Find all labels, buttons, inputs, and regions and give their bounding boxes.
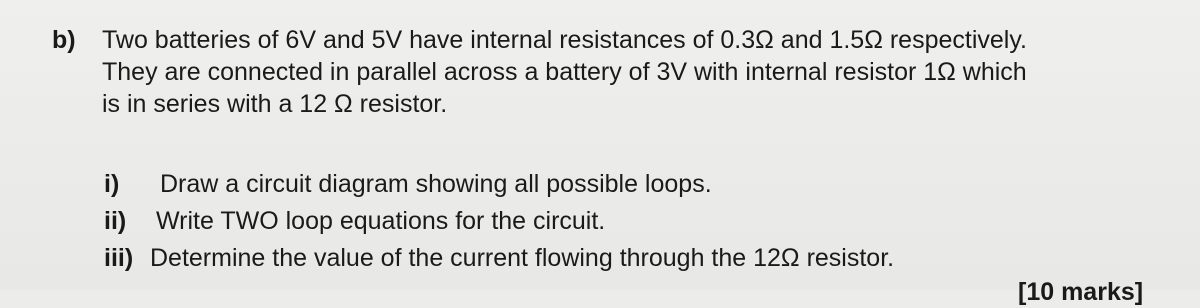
sub-question-text: Determine the value of the current flowing through the 12Ω resistor. (150, 244, 895, 272)
statement-line-2: They are connected in parallel across a battery of 3V with internal resistor 1Ω which (102, 58, 1027, 86)
statement-line-3: is in series with a 12 Ω resistor. (102, 90, 448, 118)
sub-question-ii (104, 205, 1104, 242)
question-statement (102, 24, 1182, 120)
marks-allocation: [10 marks] (1018, 278, 1144, 306)
sub-question-text: Draw a circuit diagram showing all possible loops. (160, 170, 712, 198)
sub-question-number: iii) (104, 244, 134, 272)
sub-question-i (104, 168, 1104, 205)
statement-line-1: Two batteries of 6V and 5V have internal resistances of 0.3Ω and 1.5Ω respectively. (102, 26, 1027, 54)
question-label: b) (52, 26, 76, 54)
sub-question-text: Write TWO loop equations for the circuit. (156, 207, 606, 235)
sub-question-number: i) (104, 170, 120, 198)
sub-question-iii (104, 242, 1104, 279)
sub-question-list (104, 168, 1104, 279)
sub-question-number: ii) (104, 207, 127, 235)
